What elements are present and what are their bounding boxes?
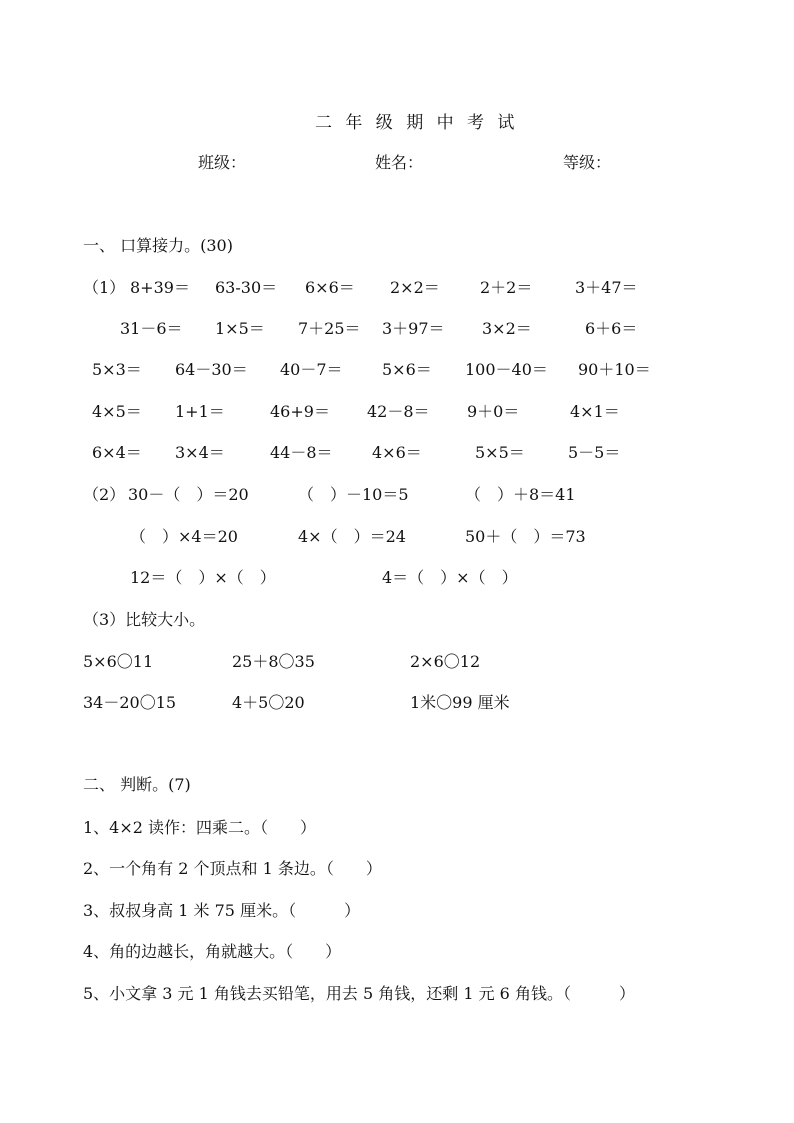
oral-item: 90＋10＝	[578, 360, 651, 379]
oral-item: 1×5＝	[215, 319, 265, 338]
oral-item: 44－8＝	[270, 443, 333, 462]
fill-item: （ ）×4＝20	[130, 527, 238, 546]
class-label: 班级：	[198, 153, 247, 172]
oral-item: 42－8＝	[367, 402, 430, 421]
oral-item: 5－5＝	[568, 443, 621, 462]
oral-item: 1+1＝	[175, 402, 225, 421]
oral-item: 6×4＝	[92, 443, 142, 462]
oral-item: 5×6＝	[382, 360, 432, 379]
oral-item: 3×4＝	[175, 443, 225, 462]
oral-item: 100－40＝	[465, 360, 548, 379]
oral-item: 8+39＝	[130, 278, 190, 297]
oral-item: 7＋25＝	[298, 319, 361, 338]
oral-item: 4×6＝	[372, 443, 422, 462]
part2-label: （2）	[83, 485, 126, 504]
oral-item: 3＋97＝	[382, 319, 445, 338]
part3-label: （3）比较大小。	[83, 610, 206, 629]
oral-item: 4×1＝	[570, 402, 620, 421]
oral-item: 3×2＝	[482, 319, 532, 338]
oral-item: 5×5＝	[475, 443, 525, 462]
section1-heading: 一、 口算接力。(30)	[83, 236, 233, 255]
fill-item: 50＋（ ）＝73	[465, 527, 586, 546]
fill-item: （ ）＋8＝41	[465, 485, 576, 504]
section2-heading: 二、 判断。(7)	[83, 775, 191, 794]
judge-item: 3、叔叔身高 1 米 75 厘米。（ ）	[83, 901, 361, 920]
oral-item: 3＋47＝	[575, 278, 638, 297]
oral-item: 46+9＝	[270, 402, 330, 421]
oral-item: 63-30＝	[215, 278, 278, 297]
oral-item: 5×3＝	[92, 360, 142, 379]
name-label: 姓名：	[375, 153, 424, 172]
compare-item: 25＋8〇35	[232, 652, 315, 671]
fill-item: （ ）－10＝5	[298, 485, 409, 504]
compare-item: 4＋5〇20	[232, 693, 305, 712]
oral-item: 6＋6＝	[585, 319, 638, 338]
compare-item: 34－20〇15	[83, 693, 177, 712]
compare-item: 2×6〇12	[410, 652, 481, 671]
oral-item: 2×2＝	[390, 278, 440, 297]
judge-item: 4、角的边越长，角就越大。（ ）	[83, 942, 342, 961]
oral-item: 6×6＝	[305, 278, 355, 297]
fill-item: 30－（ ）＝20	[128, 485, 249, 504]
part1-label: （1）	[83, 278, 126, 297]
compare-item: 1米〇99 厘米	[410, 693, 510, 712]
fill-item: 4×（ ）＝24	[298, 527, 406, 546]
grade-label: 等级：	[563, 153, 612, 172]
fill-item: 4＝（ ）×（ ）	[382, 568, 518, 587]
oral-item: 40－7＝	[280, 360, 343, 379]
judge-item: 1、4×2 读作：四乘二。（ ）	[83, 818, 317, 837]
oral-item: 2＋2＝	[480, 278, 533, 297]
oral-item: 64－30＝	[175, 360, 248, 379]
judge-item: 2、一个角有 2 个顶点和 1 条边。（ ）	[83, 859, 382, 878]
judge-item: 5、小文拿 3 元 1 角钱去买铅笔，用去 5 角钱，还剩 1 元 6 角钱。（ ）	[83, 984, 635, 1003]
page-title: 二 年 级 期 中 考 试	[315, 113, 519, 133]
oral-item: 9＋0＝	[467, 402, 520, 421]
oral-item: 4×5＝	[92, 402, 142, 421]
compare-item: 5×6〇11	[83, 652, 154, 671]
fill-item: 12＝（ ）×（ ）	[130, 568, 276, 587]
oral-item: 31－6＝	[120, 319, 183, 338]
